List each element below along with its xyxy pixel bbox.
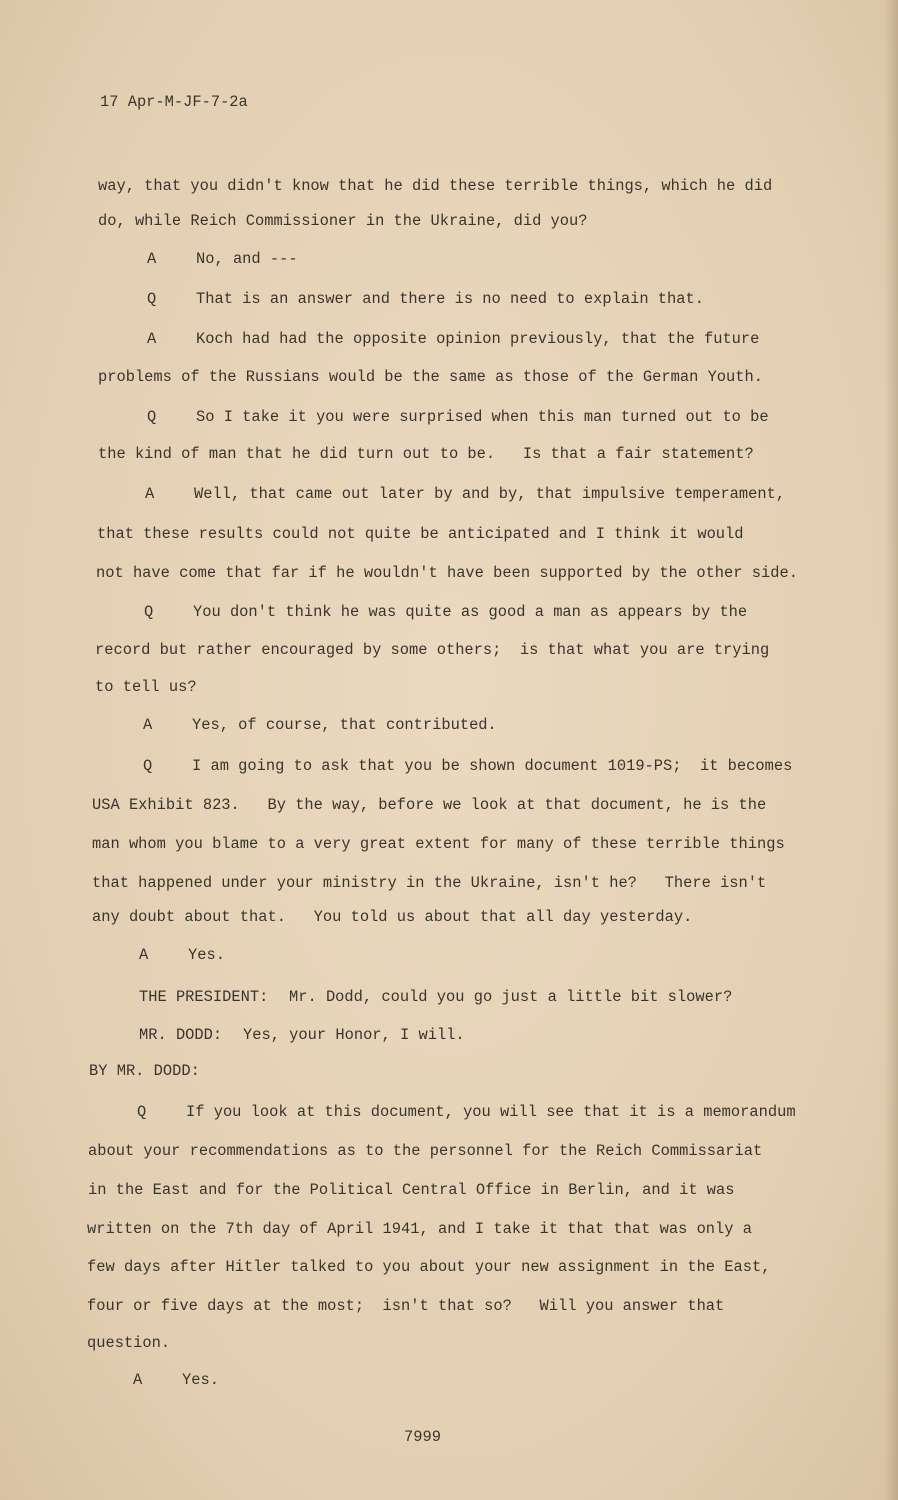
transcript-line: about your recommendations as to the personnel for the Reich Commissariat <box>88 1142 763 1160</box>
transcript-text: Yes. <box>188 946 225 964</box>
transcript-text: That is an answer and there is no need to explain that. <box>196 290 704 308</box>
transcript-line: man whom you blame to a very great extent for many of these terrible things <box>92 835 785 853</box>
transcript-line: four or five days at the most; isn't that so? Will you answer that <box>87 1297 725 1315</box>
speaker-marker: A <box>147 330 157 348</box>
transcript-line: way, that you didn't know that he did these terrible things, which he did <box>98 177 773 195</box>
transcript-text: No, and --- <box>196 250 298 268</box>
speaker-marker: A <box>133 1371 143 1389</box>
transcript-text: Yes. <box>182 1371 219 1389</box>
transcript-line: do, while Reich Commissioner in the Ukraine, did you? <box>98 212 588 230</box>
transcript-text: Yes, your Honor, I will. <box>243 1026 465 1044</box>
transcript-line: USA Exhibit 823. By the way, before we look at that document, he is the <box>92 796 767 814</box>
transcript-text: So I take it you were surprised when this man turned out to be <box>196 408 769 426</box>
speaker-marker: A <box>139 946 149 964</box>
speaker-marker: A <box>147 250 157 268</box>
page-number: 7999 <box>404 1428 441 1446</box>
transcript-line: the kind of man that he did turn out to be. Is that a fair statement? <box>98 445 754 463</box>
transcript-line: problems of the Russians would be the same as those of the German Youth. <box>98 368 763 386</box>
speaker-marker: Q <box>137 1103 147 1121</box>
transcript-text: Mr. Dodd, could you go just a little bit slower? <box>289 988 733 1006</box>
transcript-text: I am going to ask that you be shown document 1019-PS; it becomes <box>192 757 793 775</box>
transcript-line: that these results could not quite be anticipated and I think it would <box>97 525 744 543</box>
speaker-label: THE PRESIDENT: <box>139 988 269 1006</box>
speaker-marker: Q <box>143 757 153 775</box>
transcript-line: written on the 7th day of April 1941, and I take it that that was only a <box>87 1220 752 1238</box>
transcript-line: that happened under your ministry in the Ukraine, isn't he? There isn't <box>92 874 767 892</box>
document-reference-header: 17 Apr-M-JF-7-2a <box>100 93 248 111</box>
transcript-text: Yes, of course, that contributed. <box>192 716 497 734</box>
transcript-line: record but rather encouraged by some others; is that what you are trying <box>95 641 770 659</box>
speaker-marker: Q <box>147 290 157 308</box>
transcript-line: any doubt about that. You told us about that all day yesterday. <box>92 908 693 926</box>
transcript-line: not have come that far if he wouldn't have been supported by the other side. <box>96 564 798 582</box>
examination-heading: BY MR. DODD: <box>89 1062 200 1080</box>
transcript-line: in the East and for the Political Central Office in Berlin, and it was <box>88 1181 735 1199</box>
transcript-text: Koch had had the opposite opinion previously, that the future <box>196 330 760 348</box>
transcript-text: If you look at this document, you will see that it is a memorandum <box>186 1103 796 1121</box>
transcript-line: to tell us? <box>95 678 197 696</box>
speaker-marker: A <box>143 716 153 734</box>
transcript-line: few days after Hitler talked to you about your new assignment in the East, <box>87 1258 771 1276</box>
speaker-marker: Q <box>147 408 157 426</box>
speaker-marker: A <box>145 485 155 503</box>
transcript-line: question. <box>87 1334 171 1352</box>
speaker-label: MR. DODD: <box>139 1026 223 1044</box>
transcript-text: You don't think he was quite as good a man as appears by the <box>193 603 748 621</box>
transcript-text: Well, that came out later by and by, that impulsive temperament, <box>194 485 786 503</box>
speaker-marker: Q <box>144 603 154 621</box>
